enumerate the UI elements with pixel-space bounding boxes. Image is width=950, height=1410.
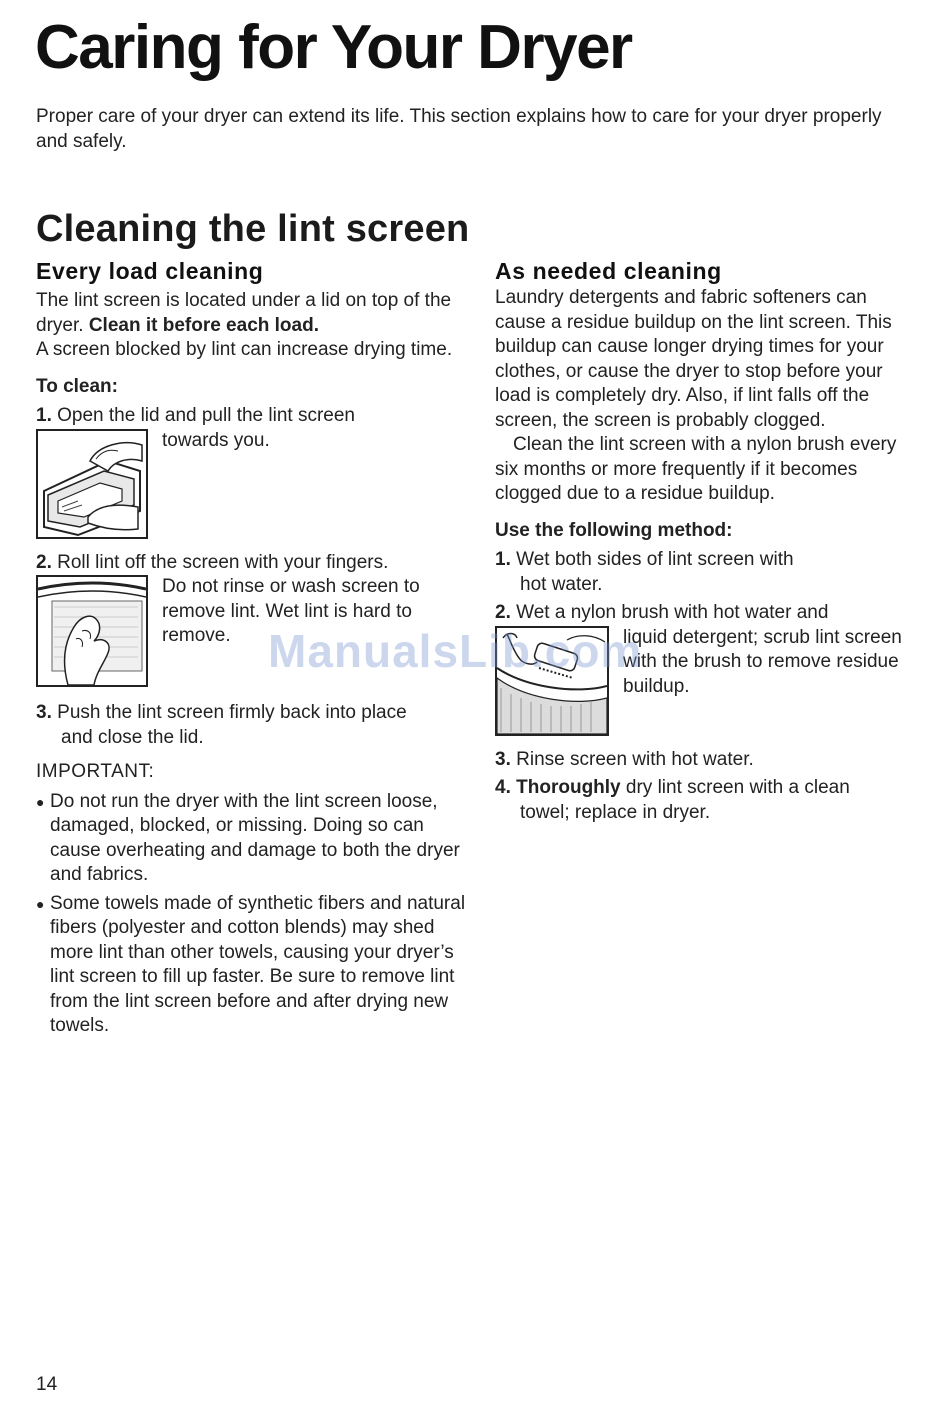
section-title: Cleaning the lint screen	[36, 208, 470, 250]
step-text: Push the lint screen firmly back into place	[57, 702, 407, 723]
step-text: Rinse screen with hot water.	[516, 748, 754, 770]
open-lid-illustration	[36, 429, 148, 539]
important-bullet-2	[36, 892, 466, 1039]
step-text-continued: towards you.	[162, 429, 270, 451]
step-text: dry lint screen with a clean	[620, 777, 850, 798]
watermark: ManualsLib.com	[268, 625, 643, 677]
page-title: Caring for Your Dryer	[35, 13, 632, 82]
step-number: 2.	[36, 551, 52, 573]
bullet-icon: ●	[36, 895, 45, 912]
every-load-text-b: A screen blocked by lint can increase drying time.	[36, 339, 453, 360]
step-text-continued: towel; replace in dryer.	[520, 801, 711, 823]
as-needed-step-3	[495, 748, 915, 773]
step-text-continued: and close the lid.	[61, 726, 204, 748]
step-text-continued: hot water.	[520, 573, 603, 595]
as-needed-step-4	[495, 776, 915, 825]
page-number: 14	[36, 1374, 58, 1395]
step-text: Wet a nylon brush with hot water and	[516, 602, 829, 623]
every-load-step-1	[36, 404, 466, 539]
every-load-step-3	[36, 701, 466, 750]
every-load-text-a: The lint screen is located under a lid on top of the dryer.	[36, 290, 452, 336]
important-bullet-1	[36, 790, 466, 888]
step-number: 4.	[495, 777, 511, 798]
as-needed-paragraph-2: Clean the lint screen with a nylon brush every six months or more frequently if it becomes clogged due to a residue buildup.	[495, 434, 897, 504]
bullet-text: Do not run the dryer with the lint screen loose, damaged, blocked, or missing. Doing so can cause overheating and damage to both the dryer and fabrics.	[50, 790, 460, 885]
to-clean-label: To clean:	[36, 375, 118, 397]
step-text: Open the lid and pull the lint screen	[57, 405, 355, 426]
method-label: Use the following method:	[495, 519, 733, 541]
bullet-icon: ●	[36, 793, 45, 810]
step-bold: Thoroughly	[516, 777, 621, 798]
step-number: 3.	[36, 702, 52, 723]
step-number: 3.	[495, 748, 511, 770]
as-needed-column	[495, 256, 915, 825]
every-load-paragraph	[36, 289, 466, 363]
as-needed-paragraph-1: Laundry detergents and fabric softeners can cause a residue buildup on the lint screen. This buildup can cause longer drying times for your clothes, or cause the dryer to stop before your load is completely dry. Also, if lint falls off the screen, the screen is probably clogged.	[495, 287, 892, 431]
step-number: 1.	[36, 405, 52, 426]
every-load-bold: Clean it before each load.	[88, 314, 319, 336]
intro-paragraph: Proper care of your dryer can extend its life. This section explains how to care for your dryer properly and safely.	[36, 106, 882, 152]
as-needed-heading: As needed cleaning	[495, 258, 722, 284]
as-needed-step-1	[495, 548, 915, 597]
important-label: IMPORTANT:	[36, 761, 155, 782]
step-number: 1.	[495, 549, 511, 570]
step-text: Wet both sides of lint screen with	[516, 549, 794, 570]
step-text-continued: liquid detergent; scrub lint screen with the brush to remove residue buildup.	[623, 626, 902, 697]
step-number: 2.	[495, 602, 511, 623]
step-text: Roll lint off the screen with your fingers.	[57, 551, 389, 573]
step-text-continued: Do not rinse or wash screen to remove lint. Wet lint is hard to remove.	[162, 576, 420, 646]
every-load-heading: Every load cleaning	[36, 258, 264, 284]
roll-lint-illustration	[36, 575, 148, 687]
bullet-text: Some towels made of synthetic fibers and natural fibers (polyester and cotton blends) may shed more lint than other towels, causing your dryer’s lint screen to fill up faster. Be sure to remove lint from the lint screen before and after drying new towels.	[50, 892, 466, 1036]
